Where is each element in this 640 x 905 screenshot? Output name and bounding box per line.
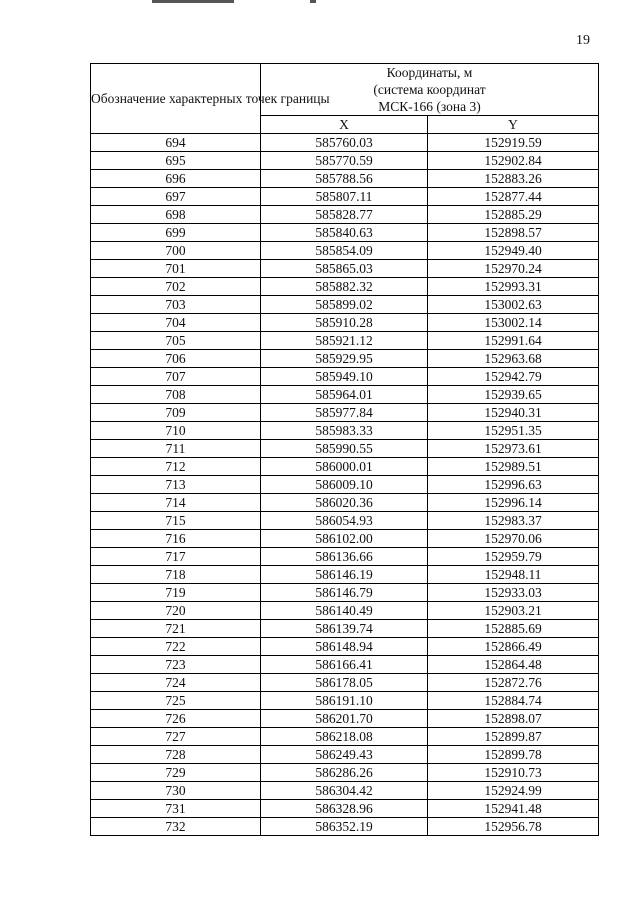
header-coordinates-zone: МСК-166 (зона 3) [378,99,481,114]
table-row [91,512,599,530]
y-coordinate-cell: 152902.84 [428,152,599,170]
point-number-cell: 706 [91,350,261,368]
x-coordinate-cell: 586009.10 [261,476,428,494]
table-row [91,764,599,782]
x-coordinate-cell: 586102.00 [261,530,428,548]
point-number-cell: 730 [91,782,261,800]
y-coordinate-cell: 152942.79 [428,368,599,386]
point-number-cell: 697 [91,188,261,206]
y-coordinate-cell: 152970.06 [428,530,599,548]
point-number-cell: 713 [91,476,261,494]
x-coordinate-cell: 586054.93 [261,512,428,530]
point-number-cell: 729 [91,764,261,782]
table-row [91,800,599,818]
header-coordinates-system: (система координат [373,82,486,97]
x-coordinate-cell: 585921.12 [261,332,428,350]
y-coordinate-cell: 153002.14 [428,314,599,332]
y-coordinate-cell: 152973.61 [428,440,599,458]
x-coordinate-cell: 586304.42 [261,782,428,800]
x-coordinate-cell: 586020.36 [261,494,428,512]
x-coordinate-cell: 586191.10 [261,692,428,710]
x-coordinate-cell: 586352.19 [261,818,428,836]
y-coordinate-cell: 152883.26 [428,170,599,188]
y-coordinate-cell: 152885.29 [428,206,599,224]
x-coordinate-cell: 586249.43 [261,746,428,764]
point-number-cell: 723 [91,656,261,674]
table-row [91,818,599,836]
y-coordinate-cell: 152970.24 [428,260,599,278]
x-coordinate-cell: 585828.77 [261,206,428,224]
x-coordinate-cell: 585899.02 [261,296,428,314]
table-row [91,548,599,566]
table-row [91,566,599,584]
point-number-cell: 732 [91,818,261,836]
y-coordinate-cell: 152996.63 [428,476,599,494]
x-coordinate-cell: 586140.49 [261,602,428,620]
table-row [91,458,599,476]
y-coordinate-cell: 152941.48 [428,800,599,818]
table-row [91,332,599,350]
table-row [91,170,599,188]
table-row [91,620,599,638]
table-row [91,188,599,206]
point-number-cell: 708 [91,386,261,404]
scan-mark-left [152,0,234,3]
y-coordinate-cell: 152898.57 [428,224,599,242]
table-row [91,710,599,728]
table-row [91,782,599,800]
table-row [91,422,599,440]
table-row [91,242,599,260]
point-number-cell: 720 [91,602,261,620]
header-coordinates-title: Координаты, м [386,65,473,80]
y-coordinate-cell: 152989.51 [428,458,599,476]
x-coordinate-cell: 585865.03 [261,260,428,278]
header-coordinates [261,64,599,116]
point-number-cell: 728 [91,746,261,764]
table-row [91,602,599,620]
y-coordinate-cell: 153002.63 [428,296,599,314]
point-number-cell: 719 [91,584,261,602]
y-coordinate-cell: 152884.74 [428,692,599,710]
table-row [91,692,599,710]
point-number-cell: 716 [91,530,261,548]
y-coordinate-cell: 152993.31 [428,278,599,296]
coordinates-table-body [91,134,599,836]
x-coordinate-cell: 585977.84 [261,404,428,422]
point-number-cell: 711 [91,440,261,458]
x-coordinate-cell: 586146.79 [261,584,428,602]
x-coordinate-cell: 586328.96 [261,800,428,818]
point-number-cell: 698 [91,206,261,224]
point-number-cell: 696 [91,170,261,188]
table-row [91,260,599,278]
point-number-cell: 705 [91,332,261,350]
x-coordinate-cell: 586286.26 [261,764,428,782]
y-coordinate-cell: 152899.78 [428,746,599,764]
table-row [91,386,599,404]
y-coordinate-cell: 152877.44 [428,188,599,206]
x-coordinate-cell: 586139.74 [261,620,428,638]
table-row [91,584,599,602]
table-row [91,296,599,314]
x-coordinate-cell: 585983.33 [261,422,428,440]
point-number-cell: 724 [91,674,261,692]
x-coordinate-cell: 586148.94 [261,638,428,656]
table-row [91,530,599,548]
point-number-cell: 703 [91,296,261,314]
point-number-cell: 722 [91,638,261,656]
y-coordinate-cell: 152949.40 [428,242,599,260]
table-row [91,638,599,656]
x-coordinate-cell: 586178.05 [261,674,428,692]
point-number-cell: 714 [91,494,261,512]
header-point-designation: Обозначение характерных точек границы [91,64,261,134]
point-number-cell: 726 [91,710,261,728]
x-coordinate-cell: 585840.63 [261,224,428,242]
x-coordinate-cell: 585854.09 [261,242,428,260]
table-row [91,224,599,242]
point-number-cell: 700 [91,242,261,260]
point-number-cell: 712 [91,458,261,476]
y-coordinate-cell: 152864.48 [428,656,599,674]
x-coordinate-cell: 585760.03 [261,134,428,152]
y-coordinate-cell: 152940.31 [428,404,599,422]
table-row [91,152,599,170]
table-row [91,674,599,692]
y-coordinate-cell: 152991.64 [428,332,599,350]
table-row [91,278,599,296]
x-coordinate-cell: 585770.59 [261,152,428,170]
y-coordinate-cell: 152963.68 [428,350,599,368]
point-number-cell: 721 [91,620,261,638]
y-coordinate-cell: 152866.49 [428,638,599,656]
y-coordinate-cell: 152919.59 [428,134,599,152]
y-coordinate-cell: 152939.65 [428,386,599,404]
point-number-cell: 715 [91,512,261,530]
point-number-cell: 694 [91,134,261,152]
x-coordinate-cell: 586166.41 [261,656,428,674]
table-row [91,314,599,332]
point-number-cell: 709 [91,404,261,422]
x-coordinate-cell: 585990.55 [261,440,428,458]
point-number-cell: 731 [91,800,261,818]
table-row [91,728,599,746]
coordinates-table [90,63,599,836]
y-coordinate-cell: 152924.99 [428,782,599,800]
point-number-cell: 695 [91,152,261,170]
y-coordinate-cell: 152898.07 [428,710,599,728]
table-row [91,656,599,674]
y-coordinate-cell: 152903.21 [428,602,599,620]
table-row [91,494,599,512]
x-coordinate-cell: 585788.56 [261,170,428,188]
x-coordinate-cell: 586136.66 [261,548,428,566]
table-row [91,476,599,494]
table-row [91,368,599,386]
x-coordinate-cell: 585949.10 [261,368,428,386]
point-number-cell: 710 [91,422,261,440]
point-number-cell: 727 [91,728,261,746]
header-x: X [261,116,428,134]
table-row [91,404,599,422]
point-number-cell: 718 [91,566,261,584]
x-coordinate-cell: 586201.70 [261,710,428,728]
y-coordinate-cell: 152983.37 [428,512,599,530]
scan-mark-right [310,0,316,3]
x-coordinate-cell: 585807.11 [261,188,428,206]
point-number-cell: 702 [91,278,261,296]
table-row [91,440,599,458]
point-number-cell: 704 [91,314,261,332]
x-coordinate-cell: 585929.95 [261,350,428,368]
y-coordinate-cell: 152933.03 [428,584,599,602]
point-number-cell: 717 [91,548,261,566]
header-y: Y [428,116,599,134]
table-row [91,350,599,368]
point-number-cell: 725 [91,692,261,710]
point-number-cell: 707 [91,368,261,386]
y-coordinate-cell: 152899.87 [428,728,599,746]
x-coordinate-cell: 586000.01 [261,458,428,476]
y-coordinate-cell: 152885.69 [428,620,599,638]
page-number: 19 [576,33,590,48]
x-coordinate-cell: 585964.01 [261,386,428,404]
y-coordinate-cell: 152910.73 [428,764,599,782]
y-coordinate-cell: 152959.79 [428,548,599,566]
table-row [91,746,599,764]
y-coordinate-cell: 152872.76 [428,674,599,692]
y-coordinate-cell: 152948.11 [428,566,599,584]
point-number-cell: 701 [91,260,261,278]
x-coordinate-cell: 586146.19 [261,566,428,584]
x-coordinate-cell: 585910.28 [261,314,428,332]
point-number-cell: 699 [91,224,261,242]
y-coordinate-cell: 152956.78 [428,818,599,836]
table-row [91,206,599,224]
table-row [91,134,599,152]
x-coordinate-cell: 585882.32 [261,278,428,296]
y-coordinate-cell: 152951.35 [428,422,599,440]
x-coordinate-cell: 586218.08 [261,728,428,746]
y-coordinate-cell: 152996.14 [428,494,599,512]
